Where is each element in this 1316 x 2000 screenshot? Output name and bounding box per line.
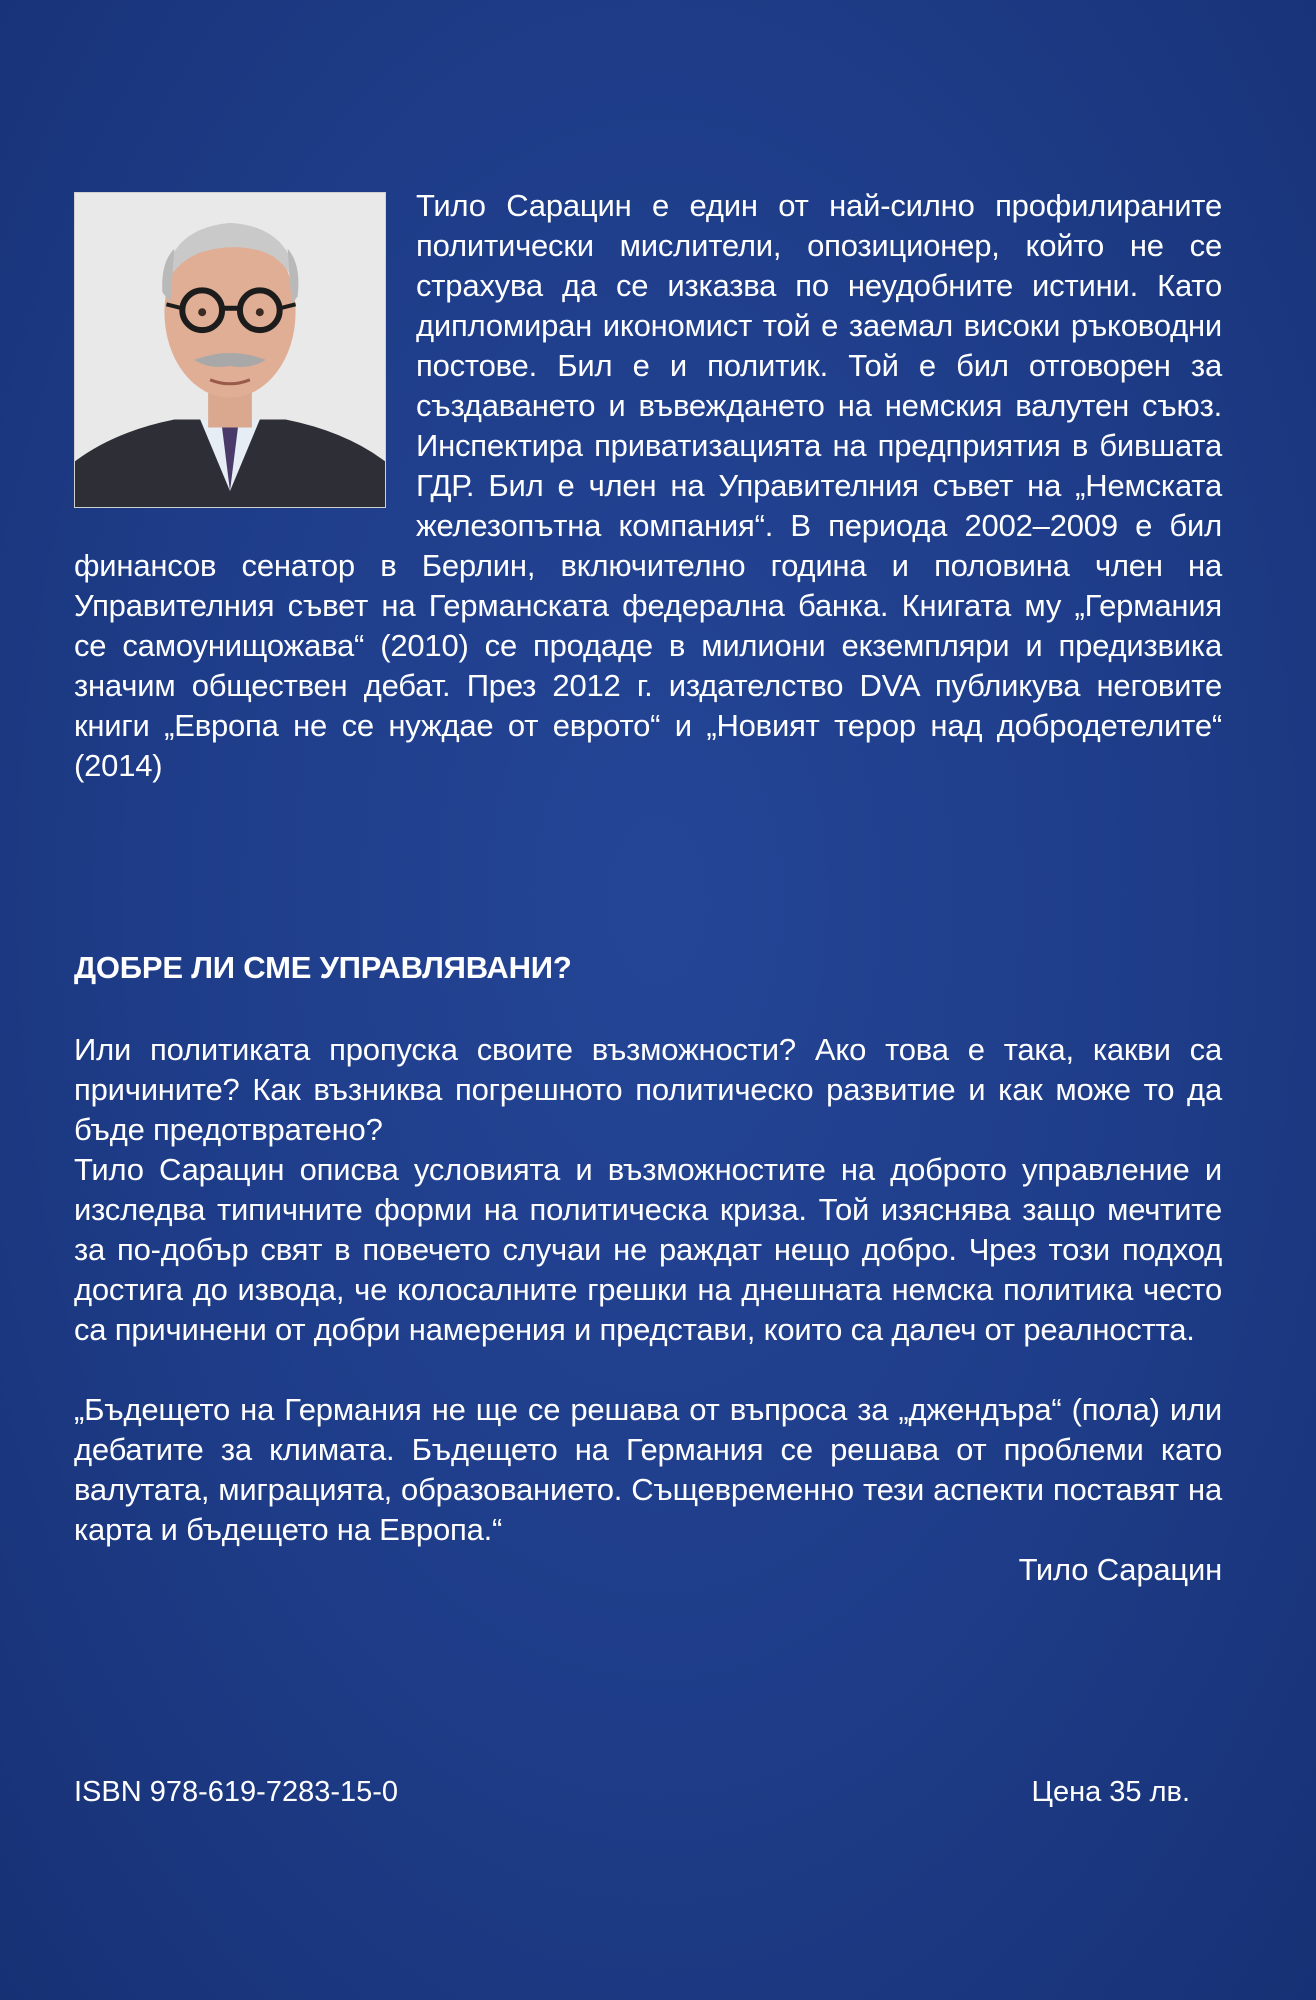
description-paragraph-1: Или политиката пропуска своите възможности? Ако това е така, какви са причините? Как възниква погрешното политическо развитие и как може то да бъде предотвратено?: [74, 1032, 1222, 1147]
author-quote: „Бъдещето на Германия не ще се решава от въпроса за „джендъра“ (пола) или дебатите за климата. Бъдещето на Германия се решава от проблеми като валутата, миграцията, образованието. Същевременно тези аспекти поставят на карта и бъдещето на Европа.“: [74, 1392, 1222, 1547]
author-photo: [74, 192, 386, 508]
author-portrait-icon: [75, 193, 385, 507]
cover-footer: [74, 1772, 1190, 1812]
cover-content: [74, 186, 1222, 1590]
description-paragraph-2: Тило Сарацин описва условията и възможностите на доброто управление и изследва типичните форми на политическа криза. Той изяснява защо мечтите за по-добър свят в повечето случаи не раждат нещо добро. Чрез този подход достига до извода, че колосалните грешки на днешната немска политика често са причинени от добри намерения и представи, които са далеч от реалността.: [74, 1152, 1222, 1347]
section-heading: ДОБРЕ ЛИ СМЕ УПРАВЛЯВАНИ?: [74, 950, 572, 985]
author-biography: Тило Сарацин е един от най-силно профилираните политически мислители, опозиционер, който не се страхува да се изказва по неудобните истини. Като дипломиран икономист той е заемал високи ръководни постове. Бил е и политик. Той е бил отговорен за създаването и въвеждането на немския валутен съюз. Инспектира приватизацията на предприятия в бившата ГДР. Бил е член на Управителния съвет на „Немската железопътна компания“. В периода 2002–2009 е бил финансов сенатор в Берлин, включително година и половина член на Управителния съвет на Германската федерална банка. Книгата му „Германия се самоунищожава“ (2010) се продаде в милиони екземпляри и предизвика значим обществен дебат. През 2012 г. издателство DVA публикува неговите книги „Европа не се нуждае от еврото“ и „Новият терор над добродетелите“ (2014): [74, 188, 1222, 783]
price-label: Цена 35 лв.: [1031, 1776, 1190, 1808]
isbn-number: ISBN 978-619-7283-15-0: [74, 1776, 399, 1808]
quote-author: Тило Сарацин: [1018, 1552, 1222, 1587]
